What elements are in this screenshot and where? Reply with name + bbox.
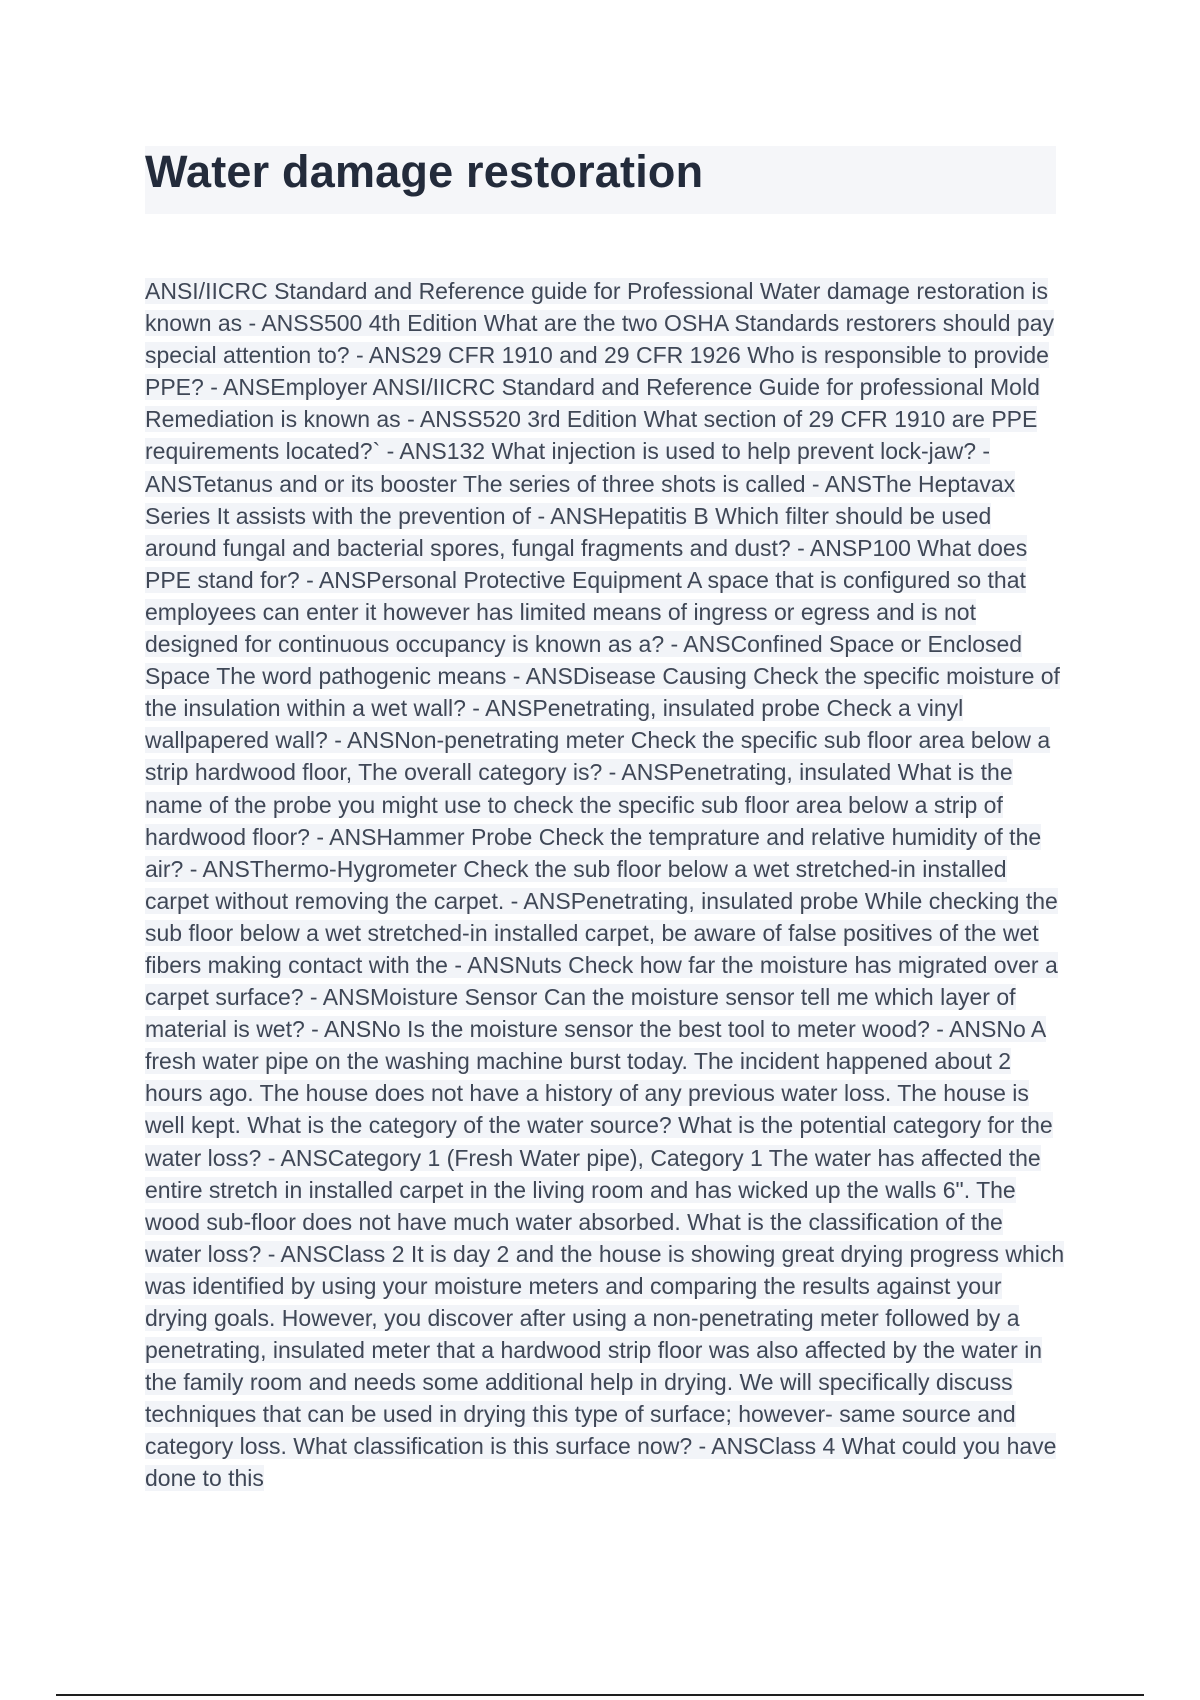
document-title: Water damage restoration <box>145 146 704 197</box>
page-footer-rule <box>56 1694 1144 1696</box>
document-body <box>145 275 1065 1495</box>
body-text: ANSI/IICRC Standard and Reference guide for Professional Water damage restoration is known as - ANSS500 4th Edition What are the two OSHA Standards restorers should pay special attention to? - ANS29 CFR 1910 and 29 CFR 1926 Who is responsible to provide PPE? - ANSEmployer ANSI/IICRC Standard and Reference Guide for professional Mold Remediation is known as - ANSS520 3rd Edition What section of 29 CFR 1910 are PPE requirements located?` - ANS132 What injection is used to help prevent lock-jaw? - ANSTetanus and or its booster The series of three shots is called - ANSThe Heptavax Series It assists with the prevention of - ANSHepatitis B Which filter should be used around fungal and bacterial spores, fungal fragments and dust? - ANSP100 What does PPE stand for? - ANSPersonal Protective Equipment A space that is configured so that employees can enter it however has limited means of ingress or egress and is not designed for continuous occupancy is known as a? - ANSConfined Space or Enclosed Space The word pathogenic means - ANSDisease Causing Check the specific moisture of the insulation within a wet wall? - ANSPenetrating, insulated probe Check a vinyl wallpapered wall? - ANSNon-penetrating meter Check the specific sub floor area below a strip hardwood floor, The overall category is? - ANSPenetrating, insulated What is the name of the probe you might use to check the specific sub floor area below a strip of hardwood floor? - ANSHammer Probe Check the temprature and relative humidity of the air? - ANSThermo-Hygrometer Check the sub floor below a wet stretched-in installed carpet without removing the carpet. - ANSPenetrating, insulated probe While checking the sub floor below a wet stretched-in installed carpet, be aware of false positives of the wet fibers making contact with the - ANSNuts Check how far the moisture has migrated over a carpet surface? - ANSMoisture Sensor Can the moisture sensor tell me which layer of material is wet? - ANSNo Is the moisture sensor the best tool to meter wood? - ANSNo A fresh water pipe on the washing machine burst today. The incident happened about 2 hours ago. The house does not have a history of any previous water loss. The house is well kept. What is the category of the water source? What is the potential category for the water loss? - ANSCategory 1 (Fresh Water pipe), Category 1 The water has affected the entire stretch in installed carpet in the living room and has wicked up the walls 6". The wood sub-floor does not have much water absorbed. What is the classification of the water loss? - ANSClass 2 It is day 2 and the house is showing great drying progress which was identified by using your moisture meters and comparing the results against your drying goals. However, you discover after using a non-penetrating meter followed by a penetrating, insulated meter that a hardwood strip floor was also affected by the water in the family room and needs some additional help in drying. We will specifically discuss techniques that can be used in drying this type of surface; however- same source and category loss. What classification is this surface now? - ANSClass 4 What could you have done to this <box>145 278 1065 1492</box>
